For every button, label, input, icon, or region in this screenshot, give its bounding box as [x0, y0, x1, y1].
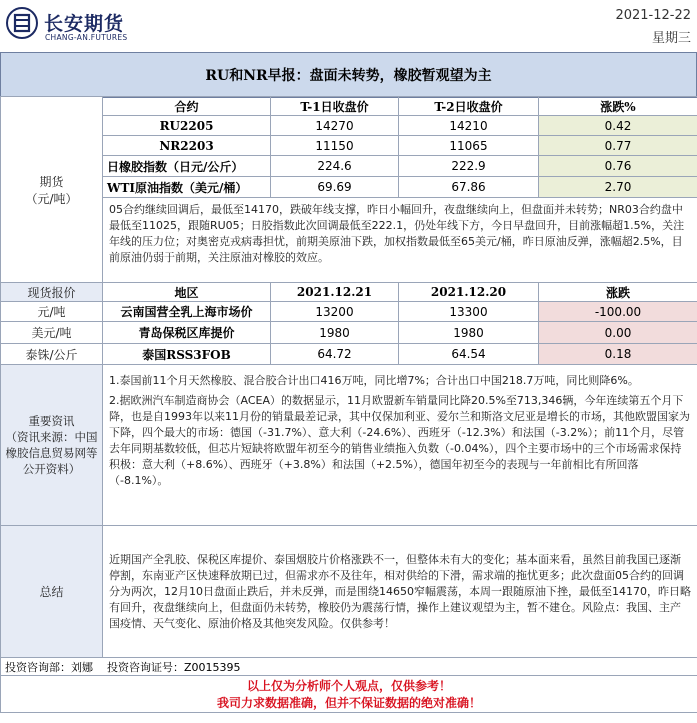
- brand-name: 长安期货: [44, 13, 125, 35]
- spot-unit: 泰铢/公斤: [1, 344, 103, 365]
- futures-header-t1: T-1日收盘价: [271, 97, 399, 116]
- t1-close: 11150: [271, 136, 399, 156]
- t2-close: 11065: [399, 136, 539, 156]
- spot-price-d2: 1980: [399, 322, 539, 344]
- contract-name: 日橡胶指数（日元/公斤）: [103, 156, 271, 177]
- futures-commentary: 05合约继续回调后，最低至14170，跌破年线支撑，昨日小幅回升，夜盘继续向上，但盘面并未转势；NR03合约盘中最低至11025，跟随RU05；日胶指数此次回调最低至222.1，仍处年线下方，今日早盘回升，目前涨幅超1.5%，关注年线的压力位；对奥密克戎病毒担忧，前期美原油下跌，加权指数最低至65美元/桶，昨日原油反弹，涨幅超2.5%，目前原油仍弱于前期，关注原油对橡胶的效应。: [103, 198, 697, 283]
- futures-header-contract: 合约: [103, 97, 271, 116]
- futures-header-change: 涨跌%: [539, 97, 697, 116]
- news-label: 重要资讯 （资讯来源：中国橡胶信息贸易网等公开资料）: [1, 365, 103, 526]
- spot-unit: 元/吨: [1, 302, 103, 322]
- spot-header-region: 地区: [103, 283, 271, 302]
- t1-close: 224.6: [271, 156, 399, 177]
- report-header: [0, 0, 697, 48]
- table-row: [1, 136, 697, 156]
- spot-name: 泰国RSS3FOB: [103, 344, 271, 365]
- disclaimer: [1, 676, 697, 713]
- change-pct: 0.77: [539, 136, 697, 156]
- contract-name: RU2205: [103, 116, 271, 136]
- change-pct: 0.76: [539, 156, 697, 177]
- spot-name: 云南国营全乳上海市场价: [103, 302, 271, 322]
- table-row: [1, 344, 697, 365]
- table-row: [1, 116, 697, 136]
- brand-subtitle: CHANG-AN.FUTURES: [45, 33, 128, 42]
- report-weekday: 星期三: [651, 31, 691, 46]
- spot-header-d1: 2021.12.21: [271, 283, 399, 302]
- table-row: [1, 322, 697, 344]
- advisor-info: 投资咨询部：刘娜 投资咨询证号：Z0015395: [1, 658, 697, 676]
- contract-name: NR2203: [103, 136, 271, 156]
- spot-price-d2: 64.54: [399, 344, 539, 365]
- spot-unit: 美元/吨: [1, 322, 103, 344]
- spot-price-d1: 1980: [271, 322, 399, 344]
- table-row: [1, 302, 697, 322]
- report-title: RU和NR早报：盘面未转势，橡胶暂观望为主: [0, 52, 697, 98]
- spot-change: 0.18: [539, 344, 697, 365]
- t1-close: 14270: [271, 116, 399, 136]
- spot-header-change: 涨跌: [539, 283, 697, 302]
- t1-close: 69.69: [271, 177, 399, 198]
- spot-price-d1: 13200: [271, 302, 399, 322]
- changan-logo-icon: [6, 7, 38, 39]
- table-row: [1, 156, 697, 177]
- change-pct: 0.42: [539, 116, 697, 136]
- summary-text: 近期国产全乳胶、保税区库提价、泰国烟胶片价格涨跌不一，但整体未有大的变化；基本面来看，虽然目前我国已逐渐停割，东南亚产区快速释放期已过，但需求亦不及往年，相对供给的下滑，需求端的拖忧更多；此次盘面05合约的回调分为两次，12月10日盘面止跌后，并未反弹，而是围绕14650窄幅震荡，本周一跟随原油下挫，最低至14170，昨日略有回升，夜盘继续向上，但盘面仍未转势，橡胶仍为震荡行情，操作上建议观望为主，暂不建仓。风险点：我国、主产国疫情、天气变化、原油价格及其他突发风险。仅供参考！: [103, 526, 697, 658]
- news-content: [103, 365, 697, 526]
- news-item-1: 1.泰国前11个月天然橡胶、混合胶合计出口416万吨，同比增7%；合计出口中国218.7万吨，同比则降6%。: [109, 374, 639, 387]
- t2-close: 222.9: [399, 156, 539, 177]
- futures-header-t2: T-2日收盘价: [399, 97, 539, 116]
- t2-close: 67.86: [399, 177, 539, 198]
- spot-price-d1: 64.72: [271, 344, 399, 365]
- spot-price-d2: 13300: [399, 302, 539, 322]
- report-table: [0, 96, 697, 713]
- futures-section-label: 期货 （元/吨）: [1, 97, 103, 283]
- spot-change: 0.00: [539, 322, 697, 344]
- spot-header-d2: 2021.12.20: [399, 283, 539, 302]
- news-item-2: 2.据欧洲汽车制造商协会（ACEA）的数据显示，11月欧盟新车销量同比降20.5%至713,346辆，今年连续第五个月下降，也是自1993年以来11月份的销量最差记录，其中仅保加利亚、爱尔兰和斯洛文尼亚是增长的市场，其他欧盟国家为下降，四个最大的市场：德国（-31.7%）、意大利（-24.6%）、西班牙（-12.3%）和法国（-3.2%）；前11个月，尽管去年同期基数较低，但芯片短缺将欧盟年初至今的销售业绩拖入负数（-0.04%），四个主要市场中的三个市场需求保持积极：意大利（+8.6%）、西班牙（+3.8%）和法国（+2.5%），德国年初至今的表现与一年前相比有所回落（-8.1%）。: [109, 394, 690, 487]
- summary-label: 总结: [1, 526, 103, 658]
- t2-close: 14210: [399, 116, 539, 136]
- table-row: [1, 177, 697, 198]
- report-date: 2021-12-22: [615, 8, 691, 23]
- change-pct: 2.70: [539, 177, 697, 198]
- disclaimer-line-2: 我司力求数据准确，但并不保证数据的绝对准确！: [216, 696, 481, 710]
- spot-name: 青岛保税区库提价: [103, 322, 271, 344]
- disclaimer-line-1: 以上仅为分析师个人观点，仅供参考！: [246, 679, 451, 693]
- spot-header-label: 现货报价: [1, 283, 103, 302]
- contract-name: WTI原油指数（美元/桶）: [103, 177, 271, 198]
- spot-change: -100.00: [539, 302, 697, 322]
